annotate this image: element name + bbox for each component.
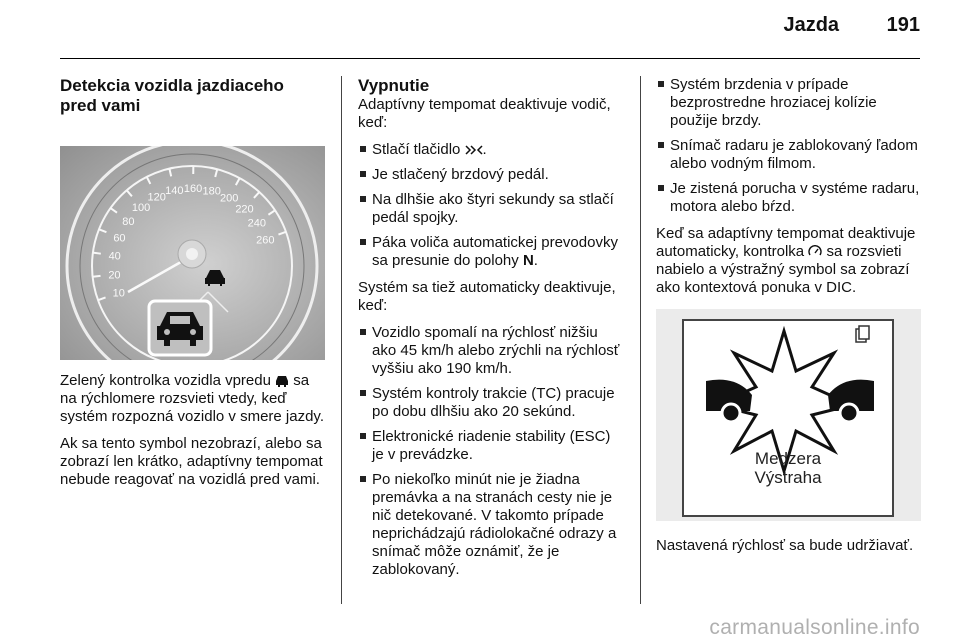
section-heading: Vypnutie bbox=[358, 76, 430, 95]
speed-tick bbox=[93, 276, 101, 277]
car-left-icon bbox=[706, 380, 752, 422]
list-item: Vozidlo spomalí na rýchlosť nižšiu ako 45 km/h alebo zrýchli na rýchlosť vyššiu ako 190 km/h. bbox=[358, 324, 620, 378]
header-rule bbox=[60, 58, 920, 59]
copy-icon bbox=[856, 326, 869, 342]
figure-label: Medzera bbox=[754, 449, 822, 468]
paragraph: Keď sa adaptívny tempomat deaktivuje automaticky, kontrolka sa rozsvieti nabielo a výstražný symbol sa zobrazí ako kontextová ponuka v DIC. bbox=[656, 225, 916, 296]
speed-label: 140 bbox=[165, 185, 184, 198]
list-item: Stlačí tlačidlo . bbox=[358, 141, 620, 159]
page-number: 191 bbox=[886, 14, 920, 36]
middle-column bbox=[358, 76, 620, 588]
watermark: carmanualsonline.info bbox=[709, 616, 920, 639]
speed-label: 120 bbox=[147, 191, 166, 204]
list-item: Snímač radaru je zablokovaný ľadom alebo vodným filmom. bbox=[656, 137, 921, 173]
speed-label: 220 bbox=[235, 203, 254, 216]
section-heading: Detekcia vozidla jazdiaceho pred vami bbox=[60, 76, 284, 115]
left-column bbox=[60, 76, 325, 498]
paragraph: Ak sa tento symbol nezobrazí, alebo sa zobrazí len krátko, adaptívny tempomat nebude reagovať na vozidlá pred vami. bbox=[60, 435, 323, 488]
paragraph: Zelený kontrolka vozidla vpredu sa na rýchlomere rozsvieti vtedy, keď systém rozpozná vozidlo v smere jazdy. bbox=[60, 372, 324, 425]
speed-label: 100 bbox=[131, 201, 151, 214]
bullet-list bbox=[358, 324, 620, 579]
speedometer-figure bbox=[60, 146, 325, 360]
paragraph: Adaptívny tempomat deaktivuje vodič, keď: bbox=[358, 96, 611, 131]
paragraph: Systém sa tiež automaticky deaktivuje, keď: bbox=[358, 279, 616, 314]
car-ahead-icon bbox=[275, 375, 289, 387]
column-divider bbox=[640, 76, 641, 604]
speed-tick bbox=[93, 253, 101, 254]
page-header bbox=[783, 14, 920, 37]
speed-label: 10 bbox=[112, 287, 125, 300]
list-item: Systém brzdenia v prípade bezprostredne hroziacej kolízie použije brzdy. bbox=[656, 76, 921, 130]
speed-label: 20 bbox=[108, 269, 121, 282]
column-divider bbox=[341, 76, 342, 604]
speed-label: 240 bbox=[247, 217, 266, 230]
list-item: Páka voliča automatickej prevodovky sa presunie do polohy N. bbox=[358, 234, 620, 270]
list-item: Na dlhšie ako štyri sekundy sa stlačí pedál spojky. bbox=[358, 191, 620, 227]
bullet-list bbox=[656, 76, 921, 216]
bullet-list bbox=[358, 141, 620, 270]
section-title: Jazda bbox=[783, 14, 840, 36]
list-item: Po niekoľko minút nie je žiadna premávka a na stranách cesty nie je nič detekované. V takomto prípade neprichádzajú rádiolokačné odrazy a snímač môže oznámiť, že je zablokovaný. bbox=[358, 471, 620, 579]
right-column bbox=[656, 76, 921, 564]
paragraph: Nastavená rýchlosť sa bude udržiavať. bbox=[656, 537, 914, 554]
list-item: Je stlačený brzdový pedál. bbox=[358, 166, 620, 184]
cruise-control-icon bbox=[808, 245, 822, 258]
speed-label: 180 bbox=[202, 185, 221, 198]
speed-label: 40 bbox=[108, 250, 121, 263]
list-item: Je zistená porucha v systéme radaru, motora alebo bŕzd. bbox=[656, 180, 921, 216]
list-item: Systém kontroly trakcie (TC) pracuje po dobu dlhšiu ako 20 sekúnd. bbox=[358, 385, 620, 421]
speed-label: 160 bbox=[183, 183, 203, 196]
speed-label: 200 bbox=[219, 192, 239, 205]
car-right-icon bbox=[828, 380, 874, 422]
speed-label: 80 bbox=[122, 215, 135, 228]
warning-figure bbox=[656, 309, 921, 521]
speed-label: 260 bbox=[256, 234, 275, 247]
speed-label: 60 bbox=[113, 232, 126, 245]
list-item: Elektronické riadenie stability (ESC) je v prevádzke. bbox=[358, 428, 620, 464]
collision-warning-graphic bbox=[656, 309, 921, 521]
distance-button-icon bbox=[465, 144, 483, 156]
figure-label: Výstraha bbox=[754, 468, 822, 487]
